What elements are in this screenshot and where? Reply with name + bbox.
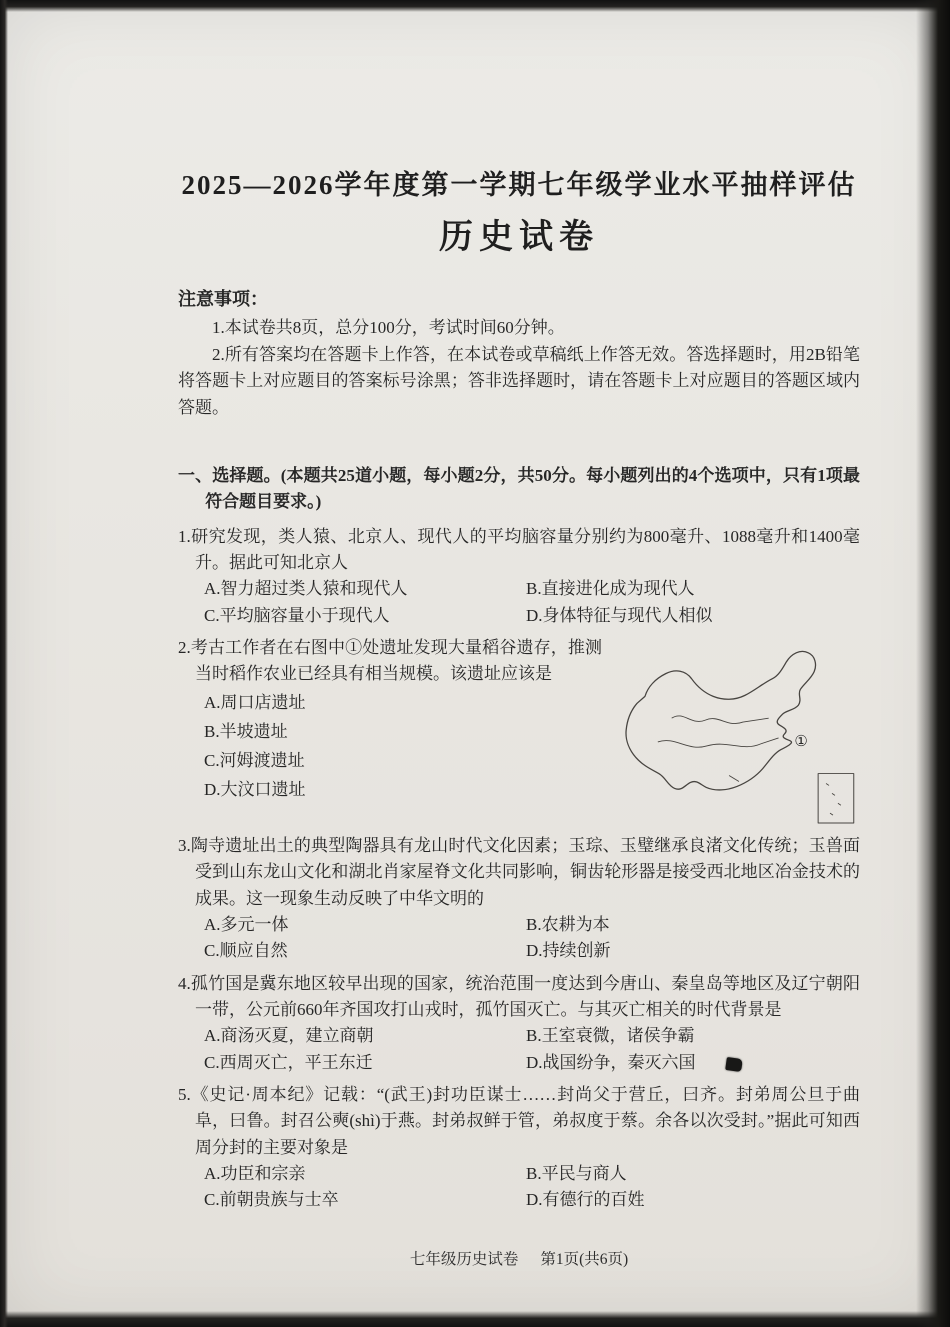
option-a: A.周口店遗址 bbox=[204, 692, 306, 712]
scan-edge-bottom bbox=[0, 1311, 950, 1327]
question-stem: 2.考古工作者在右图中①处遗址发现大量稻谷遗存，推测当时稻作农业已经具有相当规模。该遗址应该是 bbox=[178, 637, 602, 684]
notice-item-1: 1.本试卷共8页，总分100分，考试时间60分钟。 bbox=[212, 318, 565, 338]
section-header: 一、选择题。(本题共25道小题，每小题2分，共50分。每小题列出的4个选项中，只有1项最符合题目要求。) bbox=[178, 465, 860, 512]
yellow-river bbox=[672, 716, 769, 724]
question-1 bbox=[178, 524, 860, 629]
options-list bbox=[178, 688, 602, 805]
option-d: D.战国纷争，秦灭六国 bbox=[526, 1052, 696, 1072]
question-2 bbox=[178, 635, 860, 827]
ink-smudge-artifact bbox=[725, 1057, 743, 1072]
option-c: C.西周灭亡，平王东迁 bbox=[204, 1052, 373, 1072]
option-a: A.智力超过类人猿和现代人 bbox=[204, 579, 408, 599]
option-a: A.商汤灭夏，建立商朝 bbox=[204, 1026, 374, 1046]
exam-subtitle: 历史试卷 bbox=[439, 219, 599, 257]
question-stem: 3.陶寺遗址出土的典型陶器具有龙山时代文化因素；玉琮、玉璧继承良渚文化传统；玉兽面受到山东龙山文化和湖北肖家屋脊文化共同影响，铜齿轮形器是接受西北地区冶金技术的成果。这一现象生动反映了中华文明的 bbox=[178, 835, 860, 908]
options-grid bbox=[178, 1023, 860, 1076]
option-a: A.功臣和宗亲 bbox=[204, 1164, 306, 1184]
question-4 bbox=[178, 971, 860, 1076]
question-2-text bbox=[178, 635, 602, 827]
options-grid bbox=[178, 1161, 860, 1214]
question-stem: 5.《史记·周本纪》记载：“(武王)封功臣谋士……封尚父于营丘，曰齐。封弟周公旦于曲阜，曰鲁。封召公奭(shì)于燕。封弟叔鲜于管，弟叔度于蔡。余各以次受封。”据此可知西周分封的主要对象是 bbox=[178, 1085, 860, 1157]
question-3 bbox=[178, 833, 860, 965]
notice-block bbox=[178, 286, 860, 421]
option-d: D.大汶口遗址 bbox=[204, 780, 306, 800]
exam-title: 2025—2026学年度第一学期七年级学业水平抽样评估 bbox=[181, 170, 857, 200]
option-c: C.平均脑容量小于现代人 bbox=[204, 605, 390, 625]
footer-page-info: 第1页(共6页) bbox=[540, 1250, 629, 1268]
question-stem: 4.孤竹国是冀东地区较早出现的国家，统治范围一度达到今唐山、秦皇岛等地区及辽宁朝阳一带，公元前660年齐国攻打山戎时，孤竹国灭亡。与其灭亡相关的时代背景是 bbox=[178, 973, 860, 1019]
scan-edge-left bbox=[0, 0, 8, 1327]
option-d: D.持续创新 bbox=[526, 941, 611, 961]
scan-edge-right bbox=[916, 0, 950, 1327]
question-5 bbox=[178, 1082, 860, 1214]
option-a: A.多元一体 bbox=[204, 914, 289, 934]
map-marker: ① bbox=[794, 733, 808, 750]
notice-heading: 注意事项： bbox=[178, 288, 268, 309]
option-d: D.身体特征与现代人相似 bbox=[526, 605, 713, 625]
option-b: B.平民与商人 bbox=[526, 1164, 627, 1184]
yangtze-river bbox=[658, 738, 779, 747]
footer-paper-name: 七年级历史试卷 bbox=[409, 1250, 519, 1268]
option-c: C.前朝贵族与士卒 bbox=[204, 1190, 339, 1210]
china-map-illustration bbox=[612, 637, 860, 827]
option-b: B.王室衰微，诸侯争霸 bbox=[526, 1026, 695, 1046]
pearl-river bbox=[729, 775, 739, 781]
option-c: C.顺应自然 bbox=[204, 941, 288, 961]
scan-edge-top bbox=[0, 0, 950, 12]
option-b: B.半坡遗址 bbox=[204, 721, 288, 741]
notice-item-2: 2.所有答案均在答题卡上作答，在本试卷或草稿纸上作答无效。答选择题时，用2B铅笔将答题卡上对应题目的答案标号涂黑；答非选择题时，请在答题卡上对应题目的答题区域内答题。 bbox=[178, 344, 860, 417]
china-map bbox=[612, 637, 860, 827]
page-footer bbox=[178, 1248, 860, 1272]
options-grid bbox=[178, 576, 860, 629]
option-c: C.河姆渡遗址 bbox=[204, 751, 305, 771]
option-d: D.有德行的百姓 bbox=[526, 1190, 645, 1210]
options-grid bbox=[178, 912, 860, 965]
exam-content bbox=[178, 168, 860, 1287]
option-b: B.农耕为本 bbox=[526, 914, 610, 934]
question-stem: 1.研究发现，类人猿、北京人、现代人的平均脑容量分别约为800毫升、1088毫升和1400毫升。据此可知北京人 bbox=[178, 526, 860, 572]
inset-islands bbox=[826, 783, 841, 815]
map-inset-box bbox=[818, 773, 854, 822]
option-b: B.直接进化成为现代人 bbox=[526, 579, 695, 599]
